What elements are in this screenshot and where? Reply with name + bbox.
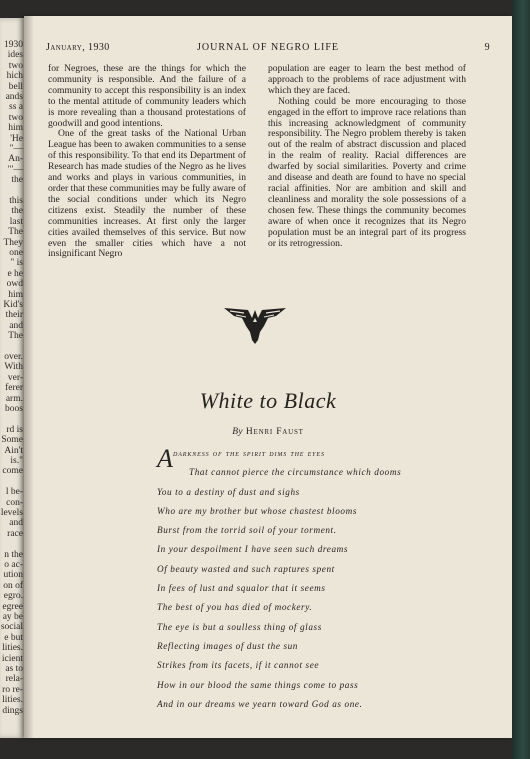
margin-fragment: race: [7, 528, 23, 539]
margin-fragment: ay be: [2, 612, 23, 622]
margin-fragment: o ac-: [4, 560, 23, 570]
margin-fragment: and: [9, 320, 23, 331]
poem-title: White to Black: [199, 388, 337, 413]
eagle-ornament-icon: [222, 306, 288, 344]
article-right-column: [268, 64, 466, 249]
article-left-column: [48, 64, 246, 260]
margin-fragment: ands: [5, 92, 23, 102]
poem-line: In fees of lust and squalor that it seems: [157, 583, 326, 594]
margin-fragment: rela-: [5, 674, 23, 685]
journal-page: [24, 16, 512, 738]
margin-fragment: egro.: [3, 591, 23, 602]
margin-fragment: e he: [7, 268, 23, 279]
byline-prefix: By: [232, 427, 244, 437]
article-paragraph: One of the great tasks of the National Urban League has been to awaken communities to a sense of this responsibility. To that end its Department of Research has made studies of the Negro as he lives and works and plays in various communities, in order that these communities may be fully aware of the social conditions under which its Negro citizens exist. Steadily the number of these communities increases. At first only the larger cities availed themselves of this service. But now even the smaller cities which have a not insignificant Negro: [48, 128, 246, 260]
margin-fragment: The: [8, 331, 23, 342]
margin-fragment: With: [4, 362, 23, 373]
poem-line: Reflecting images of dust the sun: [157, 640, 299, 651]
poem-line: Burst from the torrid soil of your torment.: [157, 525, 337, 536]
margin-fragment: their: [5, 310, 23, 321]
margin-fragment: Ain't: [4, 445, 23, 456]
margin-fragment: e but: [4, 632, 23, 643]
poem-line: In your despoilment I have seen such dreams: [157, 544, 349, 555]
margin-fragment: con-: [6, 497, 23, 508]
margin-fragment: ver-: [7, 372, 23, 383]
poem-line: You to a destiny of dust and sighs: [157, 486, 300, 497]
margin-fragment: arm.: [5, 393, 23, 404]
poem-first-line-text: darkness of the spirit dims the eyes: [173, 448, 325, 458]
header-journal-title: JOURNAL OF NEGRO LIFE: [196, 42, 340, 53]
drop-cap: A: [157, 444, 174, 473]
margin-fragment: two: [8, 60, 23, 71]
poem-line: The eye is but a soulless thing of glass: [157, 621, 322, 632]
margin-fragment: as to: [5, 664, 23, 674]
margin-fragment: ution: [3, 570, 23, 581]
margin-fragment: him: [8, 123, 23, 134]
page-gutter-shadow: [24, 16, 34, 738]
margin-fragment: the: [11, 175, 23, 186]
margin-fragment: l be-: [5, 487, 23, 498]
poem-line: Strikes from its facets, if it cannot see: [157, 660, 320, 671]
margin-fragment: two: [8, 112, 23, 123]
margin-fragment: last: [9, 216, 23, 227]
margin-fragment: ss a: [9, 102, 23, 113]
article-paragraph: Nothing could be more encouraging to those engaged in the effort to improve race relations than this increasing acknowledgment of community responsibility. The Negro problem thereby is taken out of the realm of abstract discussion and placed in the realm of reality. Racial differences are dwarfed by social similarities. Poverty and crime and disease and death are found to have no special racial affinities. Nor are ambition and skill and cleanliness and morality the sole possessions of a chosen few. These things the community becomes aware of when once it recognizes that its Negro population must be an integral part of its progress or its retrogression.: [268, 95, 466, 249]
margin-fragment: him: [8, 289, 23, 300]
margin-fragment: lities.: [2, 643, 23, 654]
header-page-number: 9: [484, 42, 490, 53]
margin-fragment: The: [8, 227, 23, 238]
margin-fragment: '"—: [7, 164, 23, 175]
margin-fragment: social: [0, 622, 23, 633]
margin-fragment: this: [9, 196, 23, 206]
poem-line: The best of you has died of mockery.: [157, 602, 313, 613]
book-binding: [512, 0, 530, 759]
adjacent-page-edge: [0, 18, 24, 738]
margin-fragment: egree: [2, 601, 23, 612]
poem-body: [157, 444, 477, 718]
margin-fragment: owd: [6, 279, 23, 290]
poem-byline: [24, 427, 512, 437]
margin-fragment: hich: [6, 71, 23, 82]
margin-fragment: boos: [5, 404, 23, 414]
margin-fragment: bell: [8, 81, 23, 92]
margin-fragment: is.": [10, 456, 23, 466]
poem-line: And in our dreams we yearn toward God as one.: [157, 698, 363, 709]
margin-fragment: icient: [1, 653, 23, 664]
poem-author: Henri Faust: [245, 427, 304, 437]
margin-fragment: the: [11, 206, 23, 217]
margin-fragment: ro re-: [2, 684, 23, 695]
header-date: January, 1930: [46, 42, 110, 53]
article-paragraph: for Negroes, these are the things for which the community is responsible. And the failure of a community to accept this responsibility is an index to the mental attitude of community leaders which is more revealing than a thousand protestations of goodwill and good intentions.: [48, 63, 246, 129]
margin-fragment: rd is: [6, 424, 23, 435]
margin-fragment: n the: [4, 549, 23, 560]
margin-fragment: and: [9, 518, 23, 529]
margin-fragment: one: [9, 248, 23, 258]
margin-fragment: " is: [10, 258, 23, 269]
margin-fragment: 'He: [10, 133, 23, 144]
running-header: [46, 42, 490, 56]
margin-fragment: dings: [2, 705, 23, 716]
margin-fragment: An-: [8, 154, 23, 165]
margin-fragment: Kid's: [3, 300, 23, 310]
poem-line: Who are my brother but whose chastest blooms: [157, 505, 358, 516]
margin-fragment: 1930: [4, 40, 23, 50]
margin-fragment: ides: [7, 50, 23, 61]
margin-fragment: over.: [4, 352, 23, 362]
margin-fragment: on of: [3, 580, 23, 591]
margin-fragment: ferer: [5, 383, 23, 394]
margin-fragment: come: [2, 466, 23, 477]
margin-fragment: levels: [0, 508, 23, 518]
margin-fragment: "—: [9, 144, 23, 154]
margin-fragment: lities.: [2, 695, 23, 706]
margin-fragment: Some: [1, 435, 23, 446]
poem-line: Of beauty wasted and such raptures spent: [157, 563, 335, 574]
margin-fragment: They: [3, 237, 23, 248]
poem-line: That cannot pierce the circumstance which dooms: [189, 467, 402, 478]
poem-line: How in our blood the same things come to pass: [157, 679, 359, 690]
article-paragraph: population are eager to learn the best method of approach to the problems of race adjustment with which they are faced.: [268, 63, 466, 96]
